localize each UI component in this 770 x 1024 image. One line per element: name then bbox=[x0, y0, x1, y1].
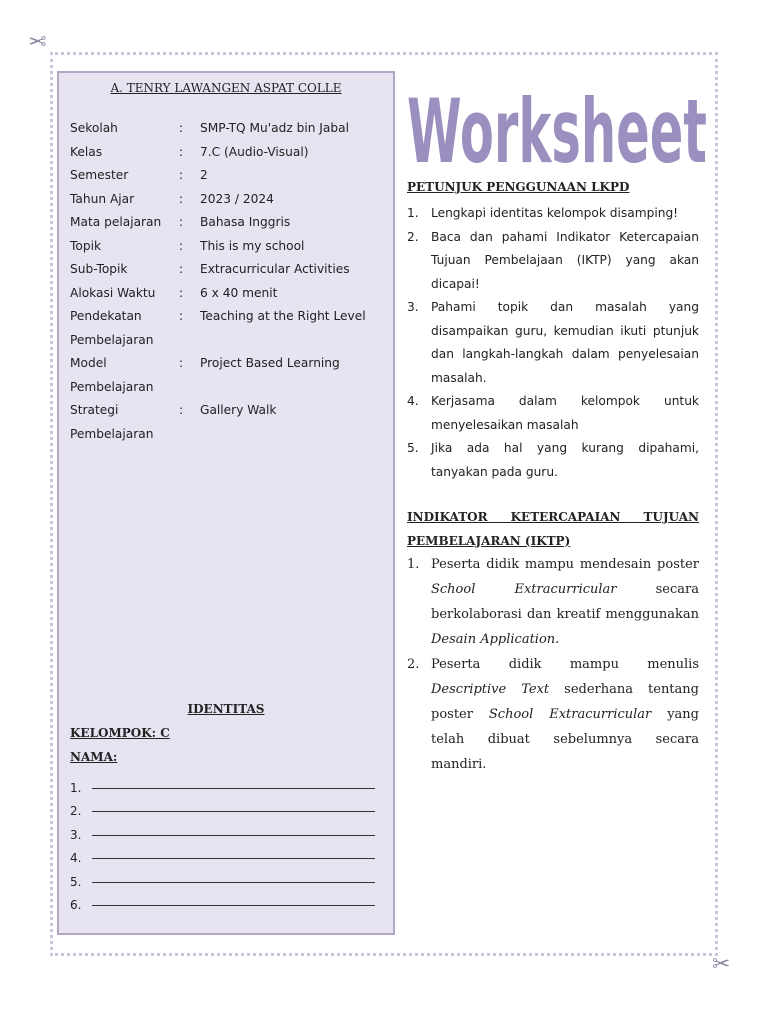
info-label: Pembelajaran bbox=[70, 426, 154, 441]
info-label: Semester bbox=[70, 168, 129, 182]
list-item bbox=[407, 552, 699, 652]
info-value bbox=[200, 423, 390, 447]
name-number: 6. bbox=[70, 898, 82, 912]
info-colon bbox=[179, 376, 200, 400]
name-blank-line[interactable] bbox=[92, 870, 375, 883]
item-text: Baca dan pahami Indikator Ketercapaian Tujuan Pembelajaan (IKTP) yang akan dicapai! bbox=[431, 229, 699, 291]
petunjuk-list bbox=[407, 202, 699, 484]
item-text: Peserta didik mampu menulis Descriptive Text sederhana tentang poster School Extracurricular yang telah dibuat sebelumnya secara mandiri. bbox=[431, 657, 700, 772]
info-label: Pembelajaran bbox=[70, 379, 154, 394]
info-value bbox=[200, 376, 390, 400]
info-label: Sub-Topik bbox=[70, 262, 128, 276]
info-colon: : bbox=[179, 238, 184, 253]
info-label: Strategi bbox=[70, 403, 119, 417]
worksheet-title bbox=[403, 62, 713, 182]
info-label: Sekolah bbox=[70, 121, 118, 135]
info-label: Mata pelajaran bbox=[70, 215, 162, 229]
name-entry bbox=[70, 818, 375, 842]
info-row bbox=[70, 399, 390, 423]
info-colon: : bbox=[179, 191, 184, 206]
name-entry bbox=[70, 795, 375, 819]
info-colon: : bbox=[179, 215, 184, 229]
scissors-icon: ✂ bbox=[712, 952, 731, 977]
name-blank-line[interactable] bbox=[92, 799, 375, 812]
info-value: Gallery Walk bbox=[200, 403, 277, 417]
info-colon: : bbox=[179, 309, 184, 323]
item-text: Kerjasama dalam kelompok untuk menyelesaikan masalah bbox=[431, 394, 699, 432]
info-row bbox=[70, 282, 390, 306]
item-text: Peserta didik mampu mendesain poster School Extracurricular secara berkolaborasi dan kreatif menggunakan Desain Application. bbox=[431, 557, 699, 647]
item-number: 4. bbox=[407, 394, 419, 408]
name-blank-line[interactable] bbox=[92, 776, 375, 789]
info-colon: : bbox=[179, 168, 184, 182]
name-number: 4. bbox=[70, 851, 82, 865]
identitas-heading: IDENTITAS bbox=[187, 702, 265, 716]
worksheet-title-text: Worksheet bbox=[407, 80, 707, 182]
info-row bbox=[70, 164, 390, 188]
info-colon: : bbox=[179, 403, 184, 417]
info-label: Model bbox=[70, 356, 107, 370]
info-row bbox=[70, 211, 390, 235]
info-value: 2023 / 2024 bbox=[200, 191, 274, 206]
info-colon bbox=[179, 423, 200, 447]
info-colon: : bbox=[179, 285, 184, 300]
item-text: Lengkapi identitas kelompok disamping! bbox=[431, 206, 679, 220]
name-blank-line[interactable] bbox=[92, 893, 375, 906]
info-value: 6 x 40 menit bbox=[200, 285, 278, 300]
nama-label: NAMA: bbox=[70, 750, 118, 764]
list-item bbox=[407, 202, 699, 226]
name-number: 3. bbox=[70, 827, 82, 842]
info-row bbox=[70, 235, 390, 259]
info-value: Project Based Learning bbox=[200, 356, 340, 370]
info-row bbox=[70, 423, 390, 447]
info-row bbox=[70, 352, 390, 376]
info-row bbox=[70, 329, 390, 353]
list-item bbox=[407, 652, 699, 777]
list-item bbox=[407, 390, 699, 437]
item-number: 1. bbox=[407, 206, 419, 220]
info-colon: : bbox=[179, 262, 184, 276]
item-text: Pahami topik dan masalah yang disampaikan guru, kemudian ikuti ptunjuk dan langkah-langkah dalam penyelesaian masalah. bbox=[431, 300, 699, 385]
info-label: Tahun Ajar bbox=[70, 191, 135, 206]
info-value bbox=[200, 329, 390, 353]
name-entry bbox=[70, 889, 375, 913]
list-item bbox=[407, 437, 699, 484]
info-label: Pendekatan bbox=[70, 309, 142, 323]
item-number: 2. bbox=[407, 229, 419, 244]
petunjuk-heading: PETUNJUK PENGGUNAAN LKPD bbox=[407, 180, 630, 194]
name-entry bbox=[70, 771, 375, 795]
info-colon: : bbox=[179, 144, 184, 159]
info-value: This is my school bbox=[200, 238, 305, 253]
item-number: 5. bbox=[407, 441, 419, 455]
info-label: Kelas bbox=[70, 144, 103, 159]
info-value: Teaching at the Right Level bbox=[200, 309, 366, 323]
info-row bbox=[70, 188, 390, 212]
name-entry bbox=[70, 842, 375, 866]
iktp-heading: INDIKATOR KETERCAPAIAN TUJUAN PEMBELAJARAN (IKTP) bbox=[407, 510, 699, 548]
info-colon: : bbox=[179, 356, 184, 370]
info-value: 7.C (Audio-Visual) bbox=[200, 144, 309, 159]
info-value: Extracurricular Activities bbox=[200, 262, 350, 276]
info-colon bbox=[179, 329, 200, 353]
info-label: Topik bbox=[70, 238, 102, 253]
name-blank-line[interactable] bbox=[92, 846, 375, 859]
item-text: Jika ada hal yang kurang dipahami, tanyakan pada guru. bbox=[431, 441, 699, 479]
info-row bbox=[70, 258, 390, 282]
item-number: 1. bbox=[407, 557, 420, 572]
name-blank-line[interactable] bbox=[92, 823, 375, 836]
item-number: 2. bbox=[407, 657, 420, 672]
kelompok-label: KELOMPOK: C bbox=[70, 726, 170, 740]
info-row bbox=[70, 117, 390, 141]
info-row bbox=[70, 305, 390, 329]
name-lines bbox=[70, 771, 375, 912]
info-row bbox=[70, 141, 390, 165]
info-colon: : bbox=[179, 121, 184, 135]
name-entry bbox=[70, 865, 375, 889]
identity-panel bbox=[57, 71, 395, 935]
iktp-list bbox=[407, 552, 699, 777]
info-label: Alokasi Waktu bbox=[70, 285, 156, 300]
list-item bbox=[407, 296, 699, 390]
info-value: 2 bbox=[200, 168, 208, 182]
name-number: 5. bbox=[70, 874, 82, 889]
info-row bbox=[70, 376, 390, 400]
info-value: Bahasa Inggris bbox=[200, 215, 291, 229]
info-table bbox=[70, 117, 390, 446]
info-value: SMP-TQ Mu'adz bin Jabal bbox=[200, 121, 349, 135]
item-number: 3. bbox=[407, 300, 419, 314]
scissors-icon: ✂ bbox=[28, 27, 47, 52]
list-item bbox=[407, 226, 699, 297]
name-number: 1. bbox=[70, 780, 82, 795]
name-number: 2. bbox=[70, 804, 82, 818]
info-label: Pembelajaran bbox=[70, 332, 154, 347]
panel-title: A. TENRY LAWANGEN ASPAT COLLE bbox=[110, 81, 342, 95]
